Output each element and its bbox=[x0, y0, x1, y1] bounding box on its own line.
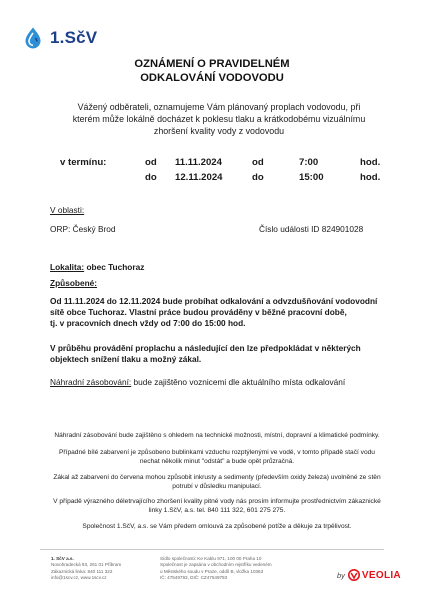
footer-registry-2: u Městského soudu v Praze, oddíl B, vložka 10363 bbox=[160, 568, 264, 574]
note-2-line-2: nechat několik minut "odstát" a bude opět průzračná. bbox=[139, 458, 295, 465]
schedule-start-date: 11.11.2024 bbox=[175, 157, 222, 168]
note-3-line-1: Zákal až zabarvení do červena mohou způsobit inkrusty a sedimenty (především oxidy železa) uvolněné ze stěn bbox=[53, 474, 381, 481]
note-3 bbox=[52, 473, 382, 491]
schedule-row-end bbox=[60, 172, 390, 187]
intro-line-3: zhoršení kvality vody z vodovodu bbox=[153, 126, 285, 136]
method-paragraph bbox=[50, 296, 390, 329]
schedule-block bbox=[60, 157, 390, 187]
supply-info bbox=[50, 377, 390, 388]
footer-company-contacts bbox=[51, 556, 121, 581]
title-line-1: OZNÁMENÍ O PRAVIDELNÉM bbox=[134, 58, 290, 70]
warning-paragraph bbox=[50, 343, 390, 365]
event-id: Číslo události ID 824901028 bbox=[259, 224, 364, 234]
intro-paragraph bbox=[52, 101, 386, 137]
page-title bbox=[0, 57, 424, 85]
veolia-mark-icon bbox=[348, 569, 360, 581]
footer-registry-1: Společnost je zapsána v obchodním rejstříku vedeném bbox=[160, 562, 272, 568]
schedule-time-from: od bbox=[252, 157, 264, 168]
locality-value: obec Tuchoraz bbox=[86, 262, 145, 272]
schedule-start-unit: hod. bbox=[360, 157, 381, 168]
intro-line-1: Vážený odběrateli, oznamujeme Vám plánovaný proplach vodovodu, při bbox=[77, 102, 361, 112]
area-orp: ORP: Český Brod bbox=[50, 224, 116, 234]
warning-line-1: V průběhu provádění proplachu a následující den lze předpokládat v některých bbox=[50, 343, 361, 353]
warning-line-2: objektech snížení tlaku a možný zákal. bbox=[50, 354, 202, 364]
supply-value: bude zajištěno voznicemi dle aktuálního místa odkalování bbox=[133, 377, 346, 387]
veolia-wordmark: VEOLIA bbox=[361, 569, 401, 581]
schedule-label: v termínu: bbox=[60, 157, 107, 168]
company-logo bbox=[21, 26, 97, 50]
by-label: by bbox=[337, 570, 345, 580]
note-1 bbox=[52, 431, 382, 440]
footer-ids: IČ: 47549793, DIČ: CZ47549793 bbox=[160, 574, 228, 580]
note-5-line-1: Společnost 1.SčV, a.s. se Vám předem omlouvá za způsobené potíže a děkuje za trpělivost. bbox=[82, 523, 352, 530]
schedule-end-time: 15:00 bbox=[299, 172, 324, 183]
note-4-line-2: linky 1.SčV, a.s. tel. 840 111 322, 601 275 275. bbox=[148, 507, 286, 514]
schedule-start-time: 7:00 bbox=[299, 157, 319, 168]
footer-divider bbox=[40, 549, 384, 550]
veolia-logo bbox=[337, 569, 401, 581]
water-drop-logo-icon bbox=[21, 26, 45, 50]
schedule-row-start bbox=[60, 157, 390, 172]
schedule-end-date: 12.11.2024 bbox=[175, 172, 223, 183]
note-4 bbox=[52, 497, 382, 515]
method-line-1: Od 11.11.2024 do 12.11.2024 bude probíhat odkalování a odvzdušňování vodovodní bbox=[50, 296, 378, 306]
method-line-2: sítě obce Tuchoraz. Vlastní práce budou prováděny v běžné pracovní době, bbox=[50, 307, 347, 317]
supply-label: Náhradní zásobování: bbox=[50, 377, 132, 387]
note-5 bbox=[52, 522, 382, 531]
footer-address: Novohradecká 93, 261 01 Příbram bbox=[51, 562, 122, 568]
schedule-to: do bbox=[145, 172, 157, 183]
note-2 bbox=[52, 448, 382, 466]
schedule-from: od bbox=[145, 157, 157, 168]
footer-registration bbox=[160, 556, 272, 581]
note-2-line-1: Případné bílé zabarvení je způsobeno bublinkami vzduchu rozptýlenými ve vodě, v tomto případě stačí vodu bbox=[59, 449, 375, 456]
method-label: Způsobené: bbox=[50, 278, 98, 288]
locality-label: Lokalita: bbox=[50, 262, 85, 272]
area-label: V oblasti: bbox=[50, 205, 85, 215]
title-line-2: ODKALOVÁNÍ VODOVODU bbox=[140, 72, 284, 84]
schedule-time-to: do bbox=[252, 172, 264, 183]
note-3-line-2: potrubí v důsledku manipulací. bbox=[172, 483, 262, 490]
intro-line-2: kterém může lokálně docházet k poklesu tlaku a krátkodobému vizuálnímu bbox=[72, 114, 366, 124]
method-line-3: tj. v pracovních dnech vždy od 7:00 do 15:00 hod. bbox=[50, 318, 246, 328]
footer-hotline: Zákaznická linka: 840 111 322 bbox=[51, 568, 113, 574]
footer-registered-office: Sídlo společnosti: Ke Kablu 971, 100 00 Praha 10 bbox=[160, 556, 262, 561]
company-name: 1.SčV bbox=[50, 28, 98, 47]
note-1-line-1: Náhradní zásobování bude zajištěno s ohledem na technické možnosti, místní, dopravní a klimatické podmínky. bbox=[54, 432, 380, 439]
footer-web: info@1scv.cz, www.1scv.cz bbox=[51, 574, 107, 580]
note-4-line-1: V případě výrazného déletrvajícího zhoršení kvality pitné vody nás prosím informujte prostřednictvím zákaznické bbox=[53, 498, 381, 505]
schedule-end-unit: hod. bbox=[360, 172, 381, 183]
footer-company-name: 1. SčV a.s. bbox=[51, 556, 74, 561]
locality bbox=[50, 262, 144, 273]
